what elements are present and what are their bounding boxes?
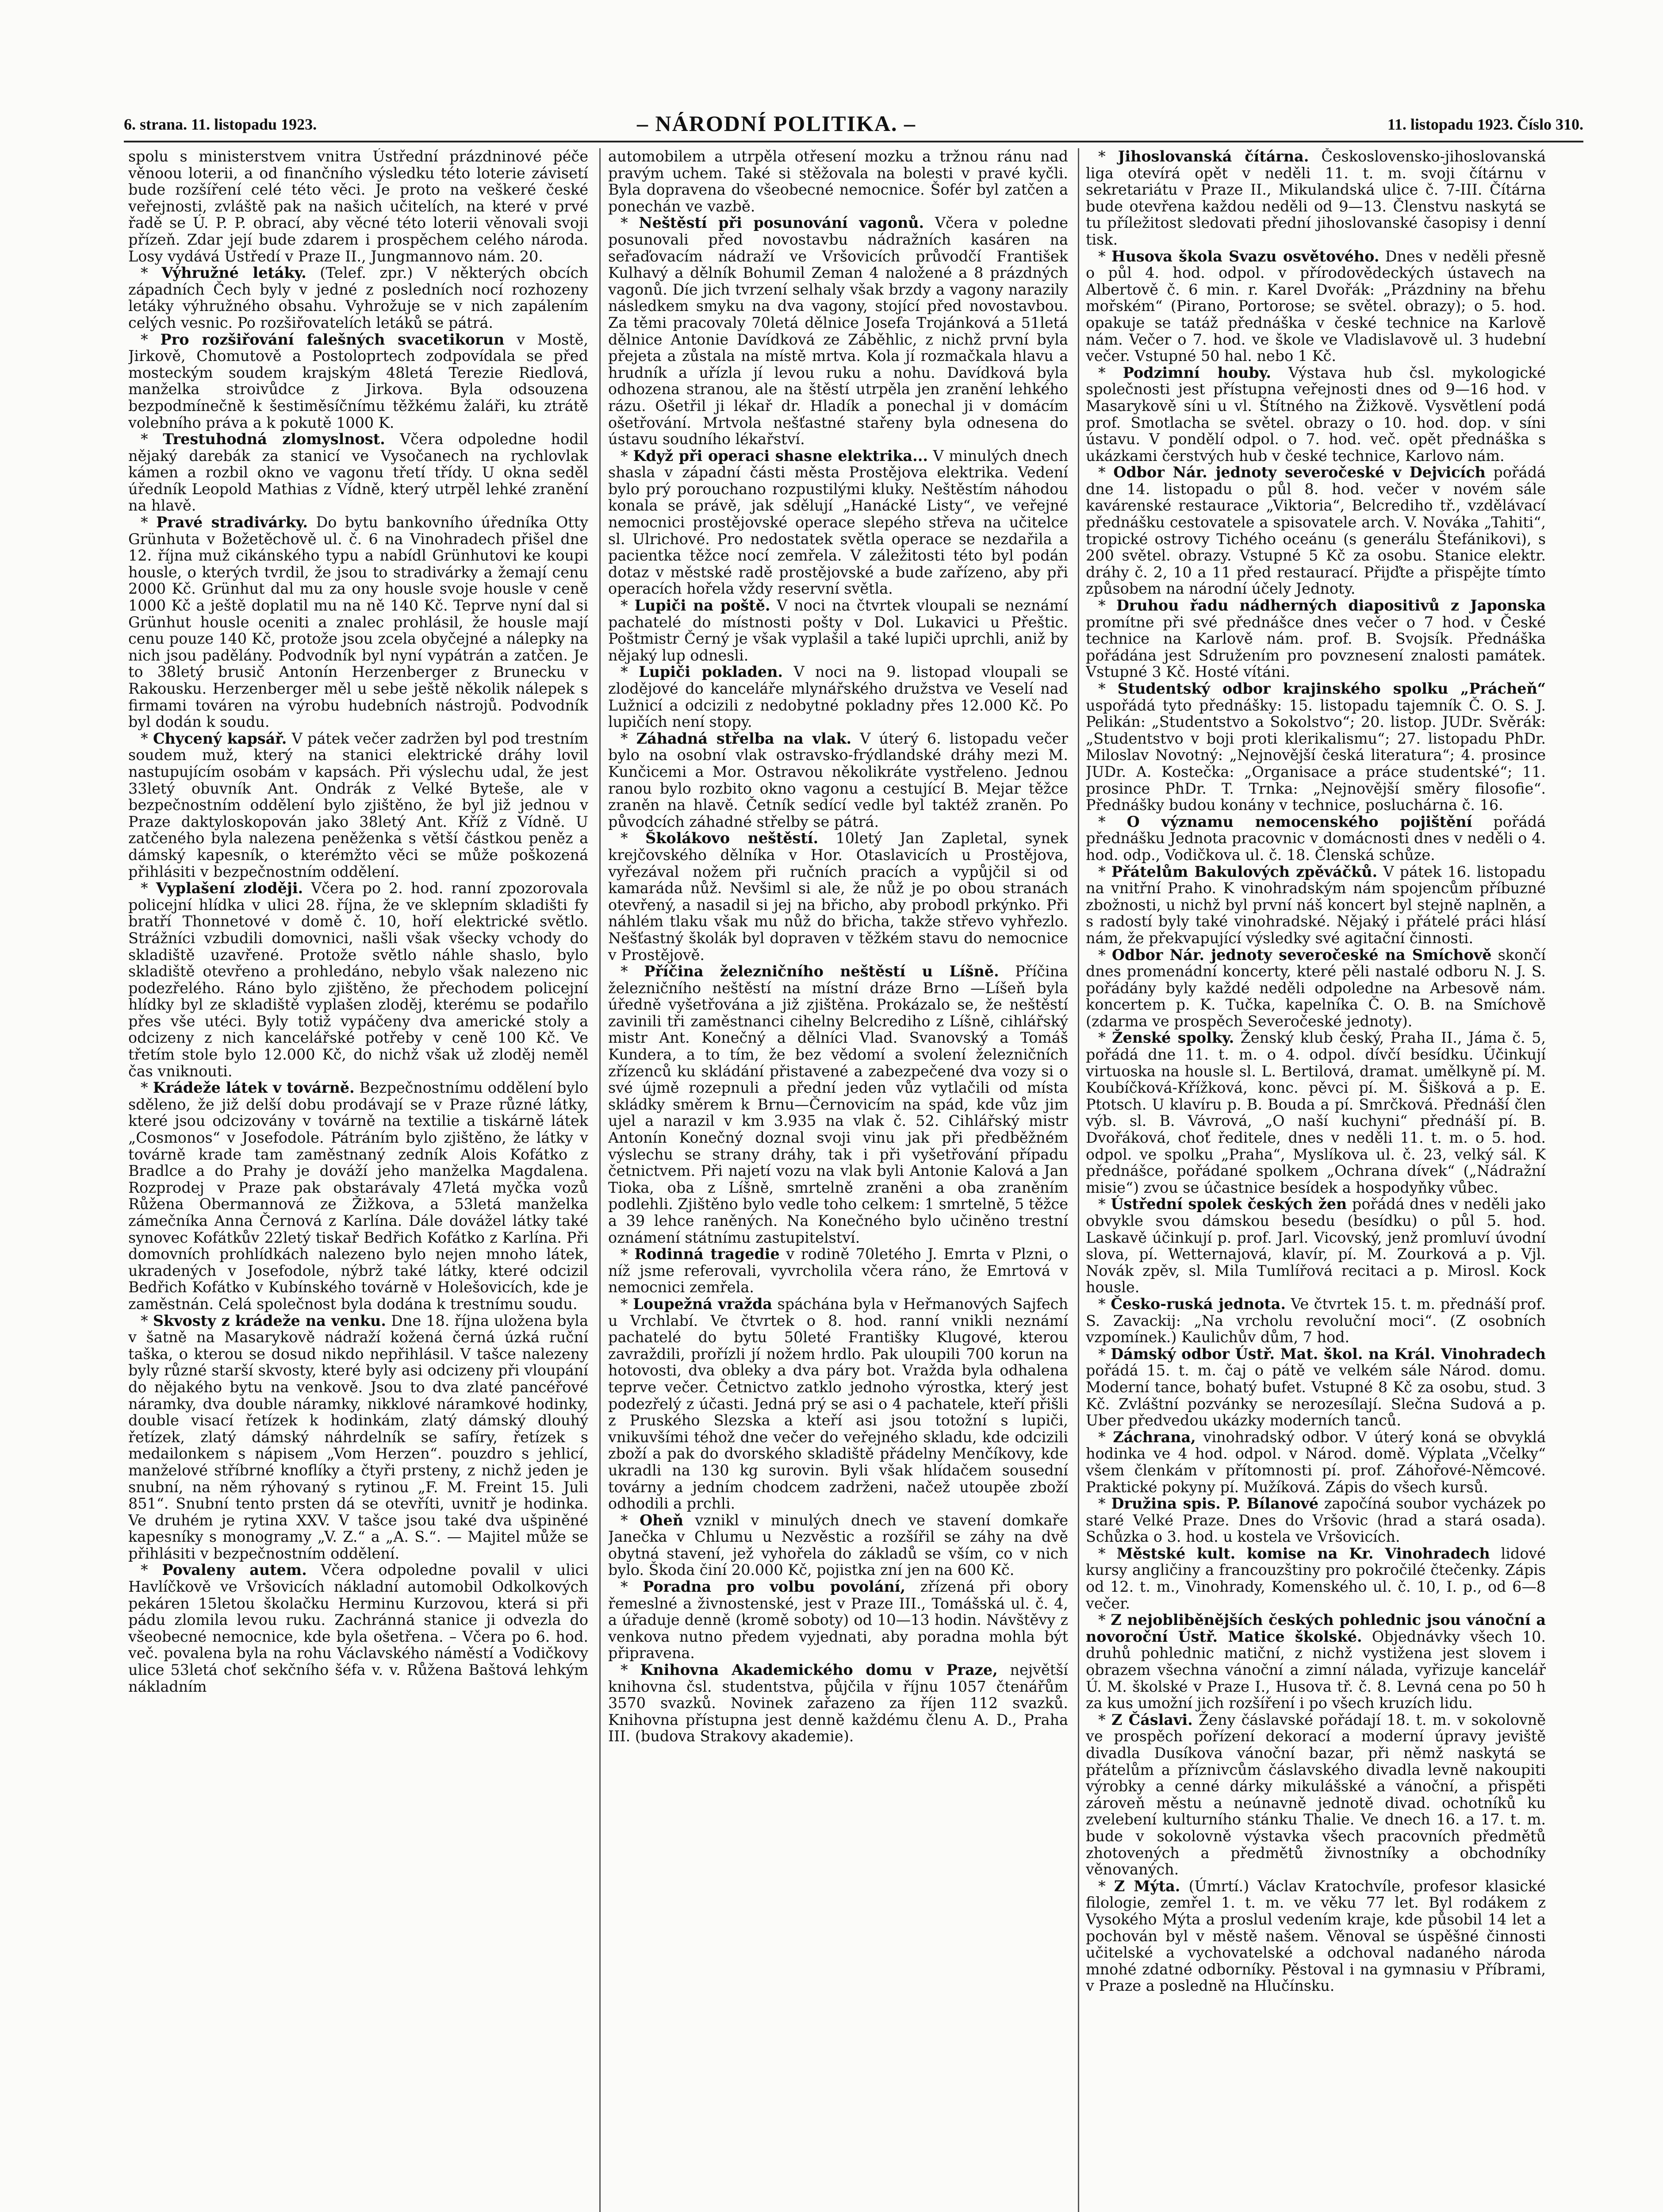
article: * Přátelům Bakulových zpěváčků. V pátek 16. listopadu na vnitřní Praho. K vinohradským nám spojencům příbuzné zbožnosti, u nichž byl první náš koncert byl stejně naplněn, a s radostí byly také vinohradské. Nějaký i přátelé práci hlásí nám, že překvapující výsledky své agitační činnosti. <box>1086 863 1546 947</box>
article-text: Bezpečnostnímu oddělení bylo sděleno, že již delší dobu prodávají se v Praze různé látky, které jsou odcizovány v továrně na textilie a tiskárně látek „Cosmonos“ v Josefodole. Pátráním bylo zjištěno, že látky v továrně krade tam zaměstnaný zedník Alois Kofátko z Bradlce a do Prahy je dováží jeho manželka Magdalena. Rozprodej v Praze pak obstarávaly 47letá myčka vozů Růžena Obermannová ze Žižkova, a 53letá manželka zámečníka Anna Černová z Karlína. Dále dovážel látky také synovec Kofátkův 22letý tiskař Bedřich Kofátko z Karlína. Při domovních prohlídkách nalezeno bylo nejen mnoho látek, ukradených v Josefodole, nýbrž také látky, které odcizil Bedřich Kofátko v Kubínského továrně v Holešovicích, kde je zaměstnán. Celá společnost byla dodána k trestnímu soudu. <box>128 1079 588 1313</box>
article: * Skvosty z krádeže na venku. Dne 18. října uložena byla v šatně na Masarykově nádraží kožená černá úzká ruční taška, o kterou se dosud nikdo nepřihlásil. V tašce nalezeny byly různé starší skvosty, které byly asi odcizeny při vloupání do nějakého bytu na venkově. Jsou to dva zlaté pancéřové náramky, dva double náramky, nikklové náramkové hodinky, double visací řetízek k hodinkám, zlatý dámský dlouhý řetízek, zlatý dámský náhrdelník se safíry, řetízek s medailonkem s nápisem „Vom Herzen“. pouzdro s jehlicí, manželové stříbrné knoflíky a čtyři prsteny, z nichž jeden je snubní, na něm rýhovaný s rytinou „F. M. Freint 15. Juli 851“. Snubní tento prsten dá se otevříti, uvnitř je hodinka. Ve druhém je rytina XXV. V tašce jsou také dva ušpiněné kapesníky s monogramy „V. Z.“ a „A. S.“. — Majitel může se přihlásiti v bezpečnostním oddělení. <box>128 1312 588 1562</box>
article-headline: Pro rozšiřování falešných svacetikorun <box>160 330 505 348</box>
column-divider <box>1078 148 1079 2212</box>
article-text: pořádá 15. t. m. čaj o pátě ve velkém sále Národ. domu. Moderní tance, bohatý bufet. Vstupné 8 Kč za osobu, stud. 3 Kč. Zvláštní pozvánky se nerozesílají. Slečna Sudová a p. Uber předvedou ukázky moderních tanců. <box>1086 1362 1546 1429</box>
article-headline: Školákovo neštěstí. <box>645 830 819 847</box>
article-text: v rodině 70letého J. Emrta v Plzni, o níž jsme referovali, vyvrcholila včera ráno, že Emrtová v nemocnici zemřela. <box>608 1245 1068 1296</box>
column-3 <box>1086 148 1546 2212</box>
article: * Poradna pro volbu povolání, zřízená při obory řemeslné a živnostenské, jest v Praze III., Tomášská ul. č. 4, a úřaduje denně (kromě soboty) od 10—13 hodin. Návštěvy z venkova nutno předem vyjednati, aby poradna mohla být připravena. <box>608 1578 1068 1662</box>
article-headline: Druhou řadu nádherných diapositivů z Japonska <box>1116 597 1546 614</box>
article-headline: Výhružné letáky. <box>161 264 307 282</box>
article: * Z Čáslavi. Ženy čáslavské pořádají 18. t. m. v sokolovně ve prospěch pořízení dekorací a moderní úpravy jeviště divadla Dusíkova vánoční bazar, při němž naskytá se přátelům a příznivcům čáslavského divadla levně nakoupiti výrobky a cenné dárky mikulášské a vánoční, a přispěti zároveň městu a neúnavně jednotě divad. ochotníků ku zvelebení kulturního stánku Thalie. Ve dnech 16. a 17. t. m. bude v sokolovně výstavka všech pracovních předmětů zhotovených a předmětů živnostníky a obchodníky věnovaných. <box>1086 1711 1546 1878</box>
header-rule <box>124 141 1583 142</box>
article-headline: Z nejobliběnějších českých pohlednic jsou vánoční a novoroční Ústř. Matice školské. <box>1086 1611 1546 1645</box>
article-text: zřízená při obory řemeslné a živnostenské, jest v Praze III., Tomášská ul. č. 4, a úřaduje denně (kromě soboty) od 10—13 hodin. Návštěvy z venkova nutno předem vyjednati, aby poradna mohla být připravena. <box>608 1578 1068 1662</box>
column-1 <box>128 148 588 2212</box>
article: * Oheň vznikl v minulých dnech ve stavení domkaře Janečka v Chlumu u Nezvěstic a rozšířil se záhy na dvě obytná stavení, jež vyhořela do základů se vším, co v nich bylo. Škoda činí 20.000 Kč, pojistka zní jen na 600 Kč. <box>608 1511 1068 1579</box>
article-headline: Skvosty z krádeže na venku. <box>153 1312 386 1329</box>
article: * Krádeže látek v továrně. Bezpečnostnímu oddělení bylo sděleno, že již delší dobu prodávají se v Praze různé látky, které jsou odcizovány v továrně na textilie a tiskárně látek „Cosmonos“ v Josefodole. Pátráním bylo zjištěno, že látky v továrně krade tam zaměstnaný zedník Alois Kofátko z Bradlce a do Prahy je dováží jeho manželka Magdalena. Rozprodej v Praze pak obstarávaly 47letá myčka vozů Růžena Obermannová ze Žižkova, a 53letá manželka zámečníka Anna Černová z Karlína. Dále dovážel látky také synovec Kofátkův 22letý tiskař Bedřich Kofátko z Karlína. Při domovních prohlídkách nalezeno bylo nejen mnoho látek, ukradených v Josefodole, nýbrž také látky, které odcizil Bedřich Kofátko v Kubínského továrně v Holešovicích, kde je zaměstnán. Celá společnost byla dodána k trestnímu soudu. <box>128 1079 588 1313</box>
article: * Městské kult. komise na Kr. Vinohradech lidové kursy angličiny a francouzštiny pro pokročilé čtečenky. Zápis od 12. t. m., Vinohrady, Komenského ul. č. 10, I. p., od 6—8 večer. <box>1086 1544 1546 1612</box>
article-headline: Přátelům Bakulových zpěváčků. <box>1111 863 1378 880</box>
article-text: Dne 18. října uložena byla v šatně na Masarykově nádraží kožená černá úzká ruční taška, o kterou se dosud nikdo nepřihlásil. V tašce nalezeny byly různé starší skvosty, které byly asi odcizeny při vloupání do nějakého bytu na venkově. Jsou to dva zlaté pancéřové náramky, dva double náramky, nikklové náramkové hodinky, double visací řetízek k hodinkám, zlatý dámský dlouhý řetízek, zlatý dámský náhrdelník se safíry, řetízek s medailonkem s nápisem „Vom Herzen“. pouzdro s jehlicí, manželové stříbrné knoflíky a čtyři prsteny, z nichž jeden je snubní, na něm rýhovaný s rytinou „F. M. Freint 15. Juli 851“. Snubní tento prsten dá se otevříti, uvnitř je hodinka. Ve druhém je rytina XXV. V tašce jsou také dva ušpiněné kapesníky s monogramy „V. Z.“ a „A. S.“. — Majitel může se přihlásiti v bezpečnostním oddělení. <box>128 1312 588 1562</box>
header-issue-number: 11. listopadu 1923. Číslo 310. <box>1387 115 1583 133</box>
article: * Ústřední spolek českých žen pořádá dnes v neděli jako obvykle svou dámskou besedu (besídku) o půl 5. hod. Laskavě účinkují p. prof. Jarl. Vicovský, jenž promluví úvodní slova, pí. Wetternajová, klavír, pí. M. Zourková a p. Vjl. Novák zpěv, sl. Mila Tumlířová recitaci a p. Mirosl. Kock housle. <box>1086 1195 1546 1296</box>
article-text: (Úmrtí.) Václav Kratochvíle, profesor klasické filologie, zemřel 1. t. m. ve věku 77 let. Byl rodákem z Vysokého Mýta a proslul vedením kraje, kde působil 14 let a pochován byl v městě našem. Věnoval se úspěšné činnosti učitelské a vychovatelské a odchoval nadaného národa mnohé zdatné odborníky. Pěstoval i na gymnasiu v Příbrami, v Praze a posledně na Hlučínsku. <box>1086 1877 1546 1995</box>
article-headline: Studentský odbor krajinského spolku „Prácheň“ <box>1117 680 1546 697</box>
column-divider <box>599 148 601 2212</box>
article: * Odbor Nár. jednoty severočeské na Smíchově skončí dnes promenádní koncerty, které pěli nastalé odboru N. J. S. pořádány byly každé neděli odpoledne na Arbesově nám. koncertem p. K. Tučka, kapelníka Č. O. B. na Smíchově (zdarma ve prospěch Severočeské jednoty). <box>1086 946 1546 1030</box>
article: * Vyplašení zloději. Včera po 2. hod. ranní zpozorovala policejní hlídka v ulici 28. října, že ve sklepním skladišti fy bratří Thonnetové v domě č. 10, hoří elektrické světlo. Strážníci vzbudili domovnici, našli však všecky vchody do skladiště uzavřené. Protože světlo náhle shaslo, bylo skladiště otevřeno a prohledáno, nebylo však nalezeno nic podezřelého. Ráno bylo zjištěno, že přechodem policejní hlídky byl ze skladiště vyplašen zloděj, kterému se podařilo přes vše utéci. Byly totiž vypáčeny dva americké stoly a odcizeny z nich kancelářské potřeby v ceně 100 Kč. Ve třetím stole bylo 12.000 Kč, do nichž však už zloděj neměl čas vniknouti. <box>128 879 588 1080</box>
article-text: Ženský klub český, Praha II., Jáma č. 5, pořádá dne 11. t. m. o 4. odpol. dívčí besídku. Účinkují virtuoska na housle sl. L. Bertilová, dramat. umělkyně pí. M. Koubíčková-Křížková, konc. pěvci pí. M. Šišková a p. E. Ptotsch. U klavíru p. B. Bouda a pí. Smrčková. Přednáší člen výb. sl. B. Vávrová, „O naší kuchyni“ přednáší pí. B. Dvořáková, choť ředitele, dnes v neděli 11. t. m. o 5. hod. odpol. ve spolku „Praha“, Myslíkova ul. č. 23, velký sál. K přednášce, pořádané spolkem „Ochrana dívek“ („Nádražní misie“) zvou se účastnice besídek a hospodyňky vůbec. <box>1086 1029 1546 1196</box>
article: * Povaleny autem. Včera odpoledne povalil v ulici Havlíčkově ve Vršovicích nákladní automobil Odkolkových pekáren 15letou školačku Herminu Kurzovou, která si při pádu zlomila levou ruku. Zachránná stanice ji odvezla do všeobecné nemocnice, kde byla ošetřena. – Včera po 6. hod. več. povalena byla na rohu Václavského náměstí a Vodičkovy ulice 53letá choť sekčního šéfa v. v. Růžena Baštová lehkým nákladním <box>128 1561 588 1695</box>
article: * Studentský odbor krajinského spolku „Prácheň“ uspořádá tyto přednášky: 15. listopadu tajemník Č. O. S. J. Pelikán: „Studentstvo a Sokolstvo“; 20. listop. JUDr. Svěrák: „Studentstvo v boji proti klerikalismu“; 27. listopadu PhDr. Miloslav Novotný: „Nejnovější česká literatura“; 4. prosince JUDr. A. Kostečka: „Organisace a práce studentské“; 11. prosince PhDr. T. Trnka: „Nejnovější směry filosofie“. Přednášky budou konány v technice, posluchárna č. 16. <box>1086 680 1546 814</box>
article <box>128 148 588 265</box>
article-text: V noci na čtvrtek vloupali se neznámí pachatelé do místnosti pošty v Dol. Lukavici u Přeštic. Poštmistr Černý je však vyplašil a také lupiči uprchli, aniž by nějaký lup odnesli. <box>608 597 1068 664</box>
article: * Školákovo neštěstí. 10letý Jan Zapletal, synek krejčovského dělníka v Hor. Otaslavicích u Prostějova, vyřezával nožem při ručních pracích a vypůjčil si od kamaráda nůž. Nevšiml si ale, že nůž je po obou stranách otevřený, a nasadil si jej na břicho, aby probodl prkýnko. Při náhlém tlaku však mu nůž do břicha, takže střevo vyhřezlo. Nešťastný školák byl dopraven v těžkém stavu do nemocnice v Prostějově. <box>608 830 1068 964</box>
article: * Jihoslovanská čítárna. Československo-jihoslovanská liga otevírá opět v neděli 11. t. m. svoji čítárnu v sekretariátu v Praze II., Mikulandská ulice č. 7-III. Čítárna bude otevřena každou neděli od 9—13. Členstvu naskytá se tu příležitost sledovati přední jihoslovanské časopisy i denní tisk. <box>1086 148 1546 248</box>
article-headline: Lupiči pokladen. <box>639 663 783 681</box>
article-headline: Družina spis. P. Bílanové <box>1111 1495 1319 1513</box>
article-text: lidové kursy angličiny a francouzštiny pro pokročilé čtečenky. Zápis od 12. t. m., Vinohrady, Komenského ul. č. 10, I. p., od 6—8 večer. <box>1086 1544 1546 1612</box>
article-headline: Husova škola Svazu osvětového. <box>1111 247 1379 265</box>
article-text: spolu s ministerstvem vnitra Ústřední prázdninové péče věnoou loterii, a od finančního výsledku této loterie závisetí bude rozšíření celé této věci. Je proto na veškeré české veřejnosti, zvláště pak na našich učitelích, na které v prvé řadě se Ú. P. P. obrací, aby věcné této loterii věnovali svoji přízeň. Zdar její bude zdarem i prospěchem celého národa. Losy vydává Ústředí v Praze II., Jungmannovo nám. 20. <box>128 148 588 265</box>
article-headline: Z Mýta. <box>1114 1877 1180 1895</box>
article-text: pořádá dnes v neděli jako obvykle svou dámskou besedu (besídku) o půl 5. hod. Laskavě účinkují p. prof. Jarl. Vicovský, jenž promluví úvodní slova, pí. Wetternajová, klavír, pí. M. Zourková a p. Vjl. Novák zpěv, sl. Mila Tumlířová recitaci a p. Mirosl. Kock housle. <box>1086 1195 1546 1296</box>
column-2 <box>608 148 1068 2212</box>
article-text: pořádá přednášku Jednota pracovnic v domácnosti dnes v neděli o 4. hod. odp., Vodičkova ul. č. 18. Členská schůze. <box>1086 813 1546 864</box>
article-text: Výstava hub čsl. mykologické společnosti jest přístupna veřejnosti dnes od 9—16 hod. v Masarykově síni u vl. Štítného na Žižkově. Vysvětlení podá prof. Smotlacha se světel. obrazy o 10. hod. dop. v síni ústavu. V pondělí odpol. o 7. hod. več. opět přednáška s ukázkami čerstvých hub v české technice, Karlovo nám. <box>1086 364 1546 465</box>
article-headline: Poradna pro volbu povolání, <box>643 1578 906 1596</box>
article-headline: Z Čáslavi. <box>1111 1711 1193 1728</box>
article-headline: Oheň <box>640 1511 683 1529</box>
article: * Česko-ruská jednota. Ve čtvrtek 15. t. m. přednáší prof. S. Zavackij: „Na vrcholu revoluční moci“. (Z osobních vzpomínek.) Kaulichův dům, 7 hod. <box>1086 1295 1546 1346</box>
article-text: Včera odpoledne hodil nějaký darebák za stanicí ve Vysočanech na rychlovlak kámen a rozbil okno ve vagonu třetí třídy. U okna seděl úředník Leopold Mathias z Vídně, který utrpěl lehké zranění na hlavě. <box>128 430 588 515</box>
article-headline: Povaleny autem. <box>162 1561 307 1579</box>
page-header <box>124 111 1583 142</box>
article: * Z Mýta. (Úmrtí.) Václav Kratochvíle, profesor klasické filologie, zemřel 1. t. m. ve věku 77 let. Byl rodákem z Vysokého Mýta a proslul vedením kraje, kde působil 14 let a pochován byl v městě našem. Věnoval se úspěšné činnosti učitelské a vychovatelské a odchoval nadaného národa mnohé zdatné odborníky. Pěstoval i na gymnasiu v Příbrami, v Praze a posledně na Hlučínsku. <box>1086 1877 1546 1995</box>
article-text: V úterý 6. listopadu večer bylo na osobní vlak ostravsko-frýdlandské dráhy mezi M. Kunčicemi a Mor. Ostravou několikráte vystřeleno. Jednou ranou bylo rozbito okno vagonu a cestující B. Mejar těžce zraněn na hlavě. Četník sedící vedle byl taktéž zraněn. Po původcích záhadné střelby se pátrá. <box>608 730 1068 830</box>
header-date-left: 6. strana. 11. listopadu 1923. <box>124 115 317 133</box>
article: * Lupiči pokladen. V noci na 9. listopad vloupali se zlodějové do kanceláře mlynářského družstva ve Veselí nad Lužnicí a odcizili z nedobytné pokladny přes 12.000 Kč. Po lupičích není stopy. <box>608 663 1068 731</box>
article-text: automobilem a utrpěla otřesení mozku a tržnou ránu nad pravým uchem. Také si stěžovala na bolesti v pravé kyčli. Byla dopravena do všeobecné nemocnice. Šofér byl zatčen a ponechán ve vazbě. <box>608 148 1068 215</box>
article-text: Československo-jihoslovanská liga otevírá opět v neděli 11. t. m. svoji čítárnu v sekretariátu v Praze II., Mikulandská ulice č. 7-III. Čítárna bude otevřena každou neděli od 9—13. Členstvu naskytá se tu příležitost sledovati přední jihoslovanské časopisy i denní tisk. <box>1086 148 1546 248</box>
article-headline: Záchrana, <box>1113 1428 1196 1446</box>
article: * Z nejobliběnějších českých pohlednic jsou vánoční a novoroční Ústř. Matice školské. Objednávky všech 10. druhů pohlednic matiční, z nichž vystižena jest slovem i obrazem všechna vánoční a zimní nálada, vyřizuje kancelář Ú. M. školské v Praze I., Husova tř. č. 8. Levná cena po 50 h za kus umožní jich rozšíření i po všech kruzích lidu. <box>1086 1611 1546 1712</box>
article-headline: Neštěstí při posunování vagonů. <box>639 214 924 232</box>
article: * Knihovna Akademického domu v Praze, největší knihovna čsl. studentstva, půjčila v říjnu 1057 čtenářům 3570 svazků. Novinek zařazeno za říjen 112 svazků. Knihovna přístupna jest denně každému členu A. D., Praha III. (budova Strakovy akademie). <box>608 1661 1068 1745</box>
masthead-title: – NÁRODNÍ POLITIKA. – <box>637 111 916 136</box>
article-text: Ženy čáslavské pořádají 18. t. m. v sokolovně ve prospěch pořízení dekorací a moderní úpravy jeviště divadla Dusíkova vánoční bazar, při němž naskytá se přátelům a příznivcům čáslavského divadla levně nakoupiti výrobky a cenné dárky mikulášské a vánoční, a přispěti zároveň městu a neúnavně jednotě divad. ochotníků ku zvelebení kulturního stánku Thalie. Ve dnech 16. a 17. t. m. bude v sokolovně výstavka všech pracovních předmětů zhotovených a předmětů živnostníky a obchodníky věnovaných. <box>1086 1711 1546 1878</box>
article-text: Včera v poledne posunovali před novostavbu nádražních kasáren na seřaďovacím nádraží ve Vršovicích průvodčí František Kulhavý a dělník Bohumil Zeman 4 naložené a 8 prázdných vagonů. Díe jich tvrzení selhaly však brzdy a vagony narazily následkem smyku na dva vagony, stojící před novostavbou. Za těmi pracovaly 70letá dělnice Josefa Trojánková a 51letá dělnice Antonie Davídková ze Záběhlic, z nichž první byla přejeta a zůstala na místě mrtva. Kola jí rozmačkala hlavu a hrudník a uřízla jí levou ruku a nohu. Davídková byla odhozena stranou, ale na štěstí utrpěla jen zranění lehkého rázu. Ošetřil ji lékař dr. Hladík a ponechal ji v domácím ošetřování. Mrtvola nešťastné stařeny byla odnesena do ústavu soudního lékařství. <box>608 214 1068 448</box>
article: * Pravé stradivárky. Do bytu bankovního úředníka Otty Grünhuta v Božetěchově ul. č. 6 na Vinohradech přišel dne 12. října muž cikánského typu a nabídl Grünhutovi ke koupi housle, o kterých tvrdil, že jsou to stradivárky a žemají cenu 2000 Kč. Grünhut dal mu za ony housle svoje housle v ceně 1000 Kč a ještě doplatil mu na ně 140 Kč. Teprve nyní dal si Grünhut housle oceniti a znalec prohlásil, že housle mají cenu pouze 140 Kč, protože jsou zcela obyčejné a nálepky na nich jsou padělány. Podvodník byl nyní vypátrán a zatčen. Je to 38letý brusič Antonín Herzenberger z Brunecku v Rakousku. Herzenberger měl u sebe ještě několik nálepek s firmami továren na výrobu hudebních nástrojů. Podvodník byl dodán k soudu. <box>128 514 588 731</box>
article-headline: Příčina železničního neštěstí u Líšně. <box>644 963 999 980</box>
article-text: V pátek večer zadržen byl pod trestním soudem muž, který na stanici elektrické dráhy lovil nastupujícím osobám v kapsách. Při výslechu udal, že jest 33letý obuvník Ant. Ondrák z Velké Byteše, ale v bezpečnostním oddělení bylo zjištěno, že byl již jednou v Praze daktyloskopován jako 38letý Ant. Kříž z Vídně. U zatčeného byla nalezena peněženka s větší částkou peněz a dámský kapesník, o kterémžto věci se může poškozená přihlásiti v bezpečnostním oddělení. <box>128 730 588 880</box>
article: * Záhadná střelba na vlak. V úterý 6. listopadu večer bylo na osobní vlak ostravsko-frýdlandské dráhy mezi M. Kunčicemi a Mor. Ostravou několikráte vystřeleno. Jednou ranou bylo rozbito okno vagonu a cestující B. Mejar těžce zraněn na hlavě. Četník sedící vedle byl taktéž zraněn. Po původcích záhadné střelby se pátrá. <box>608 730 1068 830</box>
article: * Rodinná tragedie v rodině 70letého J. Emrta v Plzni, o níž jsme referovali, vyvrcholila včera ráno, že Emrtová v nemocnici zemřela. <box>608 1245 1068 1296</box>
article-text: započíná soubor vycházek po staré Velké Praze. Dnes do Vršovic (hrad a stará osada). Schůzka o 3. hod. u kostela ve Vršovicích. <box>1086 1495 1546 1546</box>
article: * Výhružné letáky. (Telef. zpr.) V některých obcích západních Čech byly v jedné z posledních nocí rozhozeny letáky výhružného obsahu. Vyhrožuje se v nich zapálením celých vesnic. Po rozšiřovatelích letáků se pátrá. <box>128 264 588 331</box>
article-text: v Mostě, Jirkově, Chomutově a Postoloprtech zodpovídala se před mosteckým soudem krajským 48letá Terezie Riedlová, manželka stroivůdce z Jirkova. Byla odsouzena bezpodmínečně k šestiměsíčnímu těžkému žaláři, ku ztrátě volebního práva a k pokutě 1000 K. <box>128 330 588 431</box>
article-text: V pátek 16. listopadu na vnitřní Praho. K vinohradským nám spojencům příbuzné zbožnosti, u nichž byl první náš koncert byl stejně naplněn, a s radostí byly také vinohradské. Nějaký i přátelé práci hlásí nám, že překvapující výsledky své agitační činnosti. <box>1086 863 1546 947</box>
article: * Husova škola Svazu osvětového. Dnes v neděli přesně o půl 4. hod. odpol. v přírodovědeckých ústavech na Albertově č. 6 min. r. Karel Dvořák: „Prázdniny na břehu mořském“ (Pirano, Portorose; se světel. obrazy); o 5. hod. opakuje se tatáž přednáška v české technice na Karlově nám. Večer o 7. hod. ve škole ve Vladislavově ul. 3 hudební večer. Vstupné 50 hal. nebo 1 Kč. <box>1086 247 1546 365</box>
article: * Trestuhodná zlomyslnost. Včera odpoledne hodil nějaký darebák za stanicí ve Vysočanech na rychlovlak kámen a rozbil okno ve vagonu třetí třídy. U okna seděl úředník Leopold Mathias z Vídně, který utrpěl lehké zranění na hlavě. <box>128 430 588 515</box>
article-text: uspořádá tyto přednášky: 15. listopadu tajemník Č. O. S. J. Pelikán: „Studentstvo a Sokolstvo“; 20. listop. JUDr. Svěrák: „Studentstvo v boji proti klerikalismu“; 27. listopadu PhDr. Miloslav Novotný: „Nejnovější česká literatura“; 4. prosince JUDr. A. Kostečka: „Organisace a práce studentské“; 11. prosince PhDr. T. Trnka: „Nejnovější směry filosofie“. Přednášky budou konány v technice, posluchárna č. 16. <box>1086 696 1546 814</box>
article: * Druhou řadu nádherných diapositivů z Japonska promítne při své přednášce dnes večer o 7 hod. v České technice na Karlově nám. prof. B. Svojsík. Přednáška pořádána jest Sdružením pro povznesení znalosti památek. Vstupné 3 Kč. Hosté vítáni. <box>1086 597 1546 681</box>
article-headline: Pravé stradivárky. <box>156 514 308 531</box>
article-headline: Podzimní houby. <box>1123 364 1271 381</box>
article: * Družina spis. P. Bílanové započíná soubor vycházek po staré Velké Praze. Dnes do Vršovic (hrad a stará osada). Schůzka o 3. hod. u kostela ve Vršovicích. <box>1086 1495 1546 1546</box>
article-headline: Trestuhodná zlomyslnost. <box>163 430 385 448</box>
article-headline: Záhadná střelba na vlak. <box>636 730 852 747</box>
article: * Příčina železničního neštěstí u Líšně. Příčina železničního neštěstí na místní dráze Brno —Líšeň byla úředně vyšetřována a již zjištěna. Prokázalo se, že neštěstí zavinili tři zaměstnanci cihelny Belcrediho z Líšně, cihlářský mistr Ant. Konečný a dělníci Vlad. Svanovský a Tomáš Kundera, a to tím, že bez vědomí a svolení železničních zřízenců ku skládání přistavené a zabezpečené dva vozy si o své újmě rozepnuli a přední jeden vůz vytlačili od místa skládky směrem k Brnu—Černovicím na spád, kde vůz jim ujel a narazil v km 3.935 na vlak č. 52. Cihlářský mistr Antonín Konečný doznal svoji vinu jak při předběžném výslechu se strany dráhy, tak i při vyšetřování případu četnictvem. Při najetí vozu na vlak byli Antonie Kalová a Jan Tioka, oba z Líšně, smrtelně zraněni a oba zraněním podlehli. Zjištěno bylo vedle toho celkem: 1 smrtelně, 5 těžce a 39 lehce raněných. Na Konečného bylo učiněno trestní oznámení státnímu zastupitelství. <box>608 963 1068 1246</box>
article: * Když při operaci shasne elektrika... V minulých dnech shasla v západní části města Prostějova elektrika. Vedení bylo prý porouchano rozpustilými kluky. Neštěstím náhodou konala se právě, jak sdělují „Hanácké Listy“, ve veřejné nemocnici prostějovské operace slepého střeva na učitelce sl. Ulrichové. Pro nedostatek světla operace se nezdařila a pacientka těžce nocí zemřela. V záležitosti této byl podán dotaz v městské radě prostějovské a bude zařízeno, aby při operacích hořela vždy reservní světla. <box>608 447 1068 598</box>
article-headline: Dámský odbor Ústř. Mat. škol. na Král. Vinohradech <box>1111 1345 1546 1363</box>
article-text: Včera odpoledne povalil v ulici Havlíčkově ve Vršovicích nákladní automobil Odkolkových pekáren 15letou školačku Herminu Kurzovou, která si při pádu zlomila levou ruku. Zachránná stanice ji odvezla do všeobecné nemocnice, kde byla ošetřena. – Včera po 6. hod. več. povalena byla na rohu Václavského náměstí a Vodičkovy ulice 53letá choť sekčního šéfa v. v. Růžena Baštová lehkým nákladním <box>128 1561 588 1695</box>
article-text: největší knihovna čsl. studentstva, půjčila v říjnu 1057 čtenářům 3570 svazků. Novinek zařazeno za říjen 112 svazků. Knihovna přístupna jest denně každému členu A. D., Praha III. (budova Strakovy akademie). <box>608 1661 1068 1745</box>
article-text: V minulých dnech shasla v západní části města Prostějova elektrika. Vedení bylo prý porouchano rozpustilými kluky. Neštěstím náhodou konala se právě, jak sdělují „Hanácké Listy“, ve veřejné nemocnici prostějovské operace slepého střeva na učitelce sl. Ulrichové. Pro nedostatek světla operace se nezdařila a pacientka těžce nocí zemřela. V záležitosti této byl podán dotaz v městské radě prostějovské a bude zařízeno, aby při operacích hořela vždy reservní světla. <box>608 447 1068 598</box>
article: * Dámský odbor Ústř. Mat. škol. na Král. Vinohradech pořádá 15. t. m. čaj o pátě ve velkém sále Národ. domu. Moderní tance, bohatý bufet. Vstupné 8 Kč za osobu, stud. 3 Kč. Zvláštní pozvánky se nerozesílají. Slečna Sudová a p. Uber předvedou ukázky moderních tanců. <box>1086 1345 1546 1429</box>
article-text: Ve čtvrtek 15. t. m. přednáší prof. S. Zavackij: „Na vrcholu revoluční moci“. (Z osobních vzpomínek.) Kaulichův dům, 7 hod. <box>1086 1295 1546 1346</box>
article: * Loupežná vražda spáchána byla v Heřmanových Sajfech u Vrchlabí. Ve čtvrtek o 8. hod. ranní vnikli neznámí pachatelé do bytu 50leté Františky Klugové, kterou zavraždili, prořízli jí nožem hrdlo. Pak uloupili 700 korun na hotovosti, dva obleky a dva páry bot. Vražda byla odhalena teprve večer. Četnictvo zatklo jednoho výrostka, který jest podezřelý z účasti. Jedná prý se asi o 4 pachatele, kteří přišli z Pruského Slezska a kteří asi jsou totožní s lupiči, vnikuvšími téhož dne večer do veřejného skladu, kde odcizili zboží a pak do dvorského skladiště přádelny Menčíkovy, kde ukradli na 130 kg surovin. Byli však hlídačem sousední továrny a jedním chodcem zadrženi, načež utoupěe zboží odhodili a prchli. <box>608 1295 1068 1513</box>
article-headline: Rodinná tragedie <box>634 1245 780 1263</box>
article-headline: Lupiči na poště. <box>634 597 770 614</box>
article-headline: Když při operaci shasne elektrika... <box>633 447 928 465</box>
article: * Ženské spolky. Ženský klub český, Praha II., Jáma č. 5, pořádá dne 11. t. m. o 4. odpol. dívčí besídku. Účinkují virtuoska na housle sl. L. Bertilová, dramat. umělkyně pí. M. Koubíčková-Křížková, konc. pěvci pí. M. Šišková a p. E. Ptotsch. U klavíru p. B. Bouda a pí. Smrčková. Přednáší člen výb. sl. B. Vávrová, „O naší kuchyni“ přednáší pí. B. Dvořáková, choť ředitele, dnes v neděli 11. t. m. o 5. hod. odpol. ve spolku „Praha“, Myslíkova ul. č. 23, velký sál. K přednášce, pořádané spolkem „Ochrana dívek“ („Nádražní misie“) zvou se účastnice besídek a hospodyňky vůbec. <box>1086 1029 1546 1196</box>
article: * Chycený kapsář. V pátek večer zadržen byl pod trestním soudem muž, který na stanici elektrické dráhy lovil nastupujícím osobám v kapsách. Při výslechu udal, že jest 33letý obuvník Ant. Ondrák z Velké Byteše, ale v bezpečnostním oddělení bylo zjištěno, že byl již jednou v Praze daktyloskopován jako 38letý Ant. Kříž z Vídně. U zatčeného byla nalezena peněženka s větší částkou peněz a dámský kapesník, o kterémžto věci se může poškozená přihlásiti v bezpečnostním oddělení. <box>128 730 588 880</box>
article-text: Včera po 2. hod. ranní zpozorovala policejní hlídka v ulici 28. října, že ve sklepním skladišti fy bratří Thonnetové v domě č. 10, hoří elektrické světlo. Strážníci vzbudili domovnici, našli však všecky vchody do skladiště uzavřené. Protože světlo náhle shaslo, bylo skladiště otevřeno a prohledáno, nebylo však nalezeno nic podezřelého. Ráno bylo zjištěno, že přechodem policejní hlídky byl ze skladiště vyplašen zloděj, kterému se podařilo přes vše utéci. Byly totiž vypáčeny dva americké stoly a odcizeny z nich kancelářské potřeby v ceně 100 Kč. Ve třetím stole bylo 12.000 Kč, do nichž však už zloděj neměl čas vniknouti. <box>128 879 588 1080</box>
article: * Podzimní houby. Výstava hub čsl. mykologické společnosti jest přístupna veřejnosti dnes od 9—16 hod. v Masarykově síni u vl. Štítného na Žižkově. Vysvětlení podá prof. Smotlacha se světel. obrazy o 10. hod. dop. v síni ústavu. V pondělí odpol. o 7. hod. več. opět přednáška s ukázkami čerstvých hub v české technice, Karlovo nám. <box>1086 364 1546 465</box>
article-text: (Telef. zpr.) V některých obcích západních Čech byly v jedné z posledních nocí rozhozeny letáky výhružného obsahu. Vyhrožuje se v nich zapálením celých vesnic. Po rozšiřovatelích letáků se pátrá. <box>128 264 588 331</box>
article-text: vinohradský odbor. V úterý koná se obvyklá hodinka ve 4 hod. odpol. v Národ. domě. Výplata „Včelky“ všem členkám v přítomnosti pí. prof. Záhořové-Němcové. Praktické pokyny pí. Mužíková. Zápis do všech kursů. <box>1086 1428 1546 1496</box>
article-text: 10letý Jan Zapletal, synek krejčovského dělníka v Hor. Otaslavicích u Prostějova, vyřezával nožem při ručních pracích a vypůjčil si od kamaráda nůž. Nevšiml si ale, že nůž je po obou stranách otevřený, a nasadil si jej na břicho, aby probodl prkýnko. Při náhlém tlaku však mu nůž do břicha, takže střevo vyhřezlo. Nešťastný školák byl dopraven v těžkém stavu do nemocnice v Prostějově. <box>608 830 1068 964</box>
article-text: V noci na 9. listopad vloupali se zlodějové do kanceláře mlynářského družstva ve Veselí nad Lužnicí a odcizili z nedobytné pokladny přes 12.000 Kč. Po lupičích není stopy. <box>608 663 1068 731</box>
article: * Záchrana, vinohradský odbor. V úterý koná se obvyklá hodinka ve 4 hod. odpol. v Národ. domě. Výplata „Včelky“ všem členkám v přítomnosti pí. prof. Záhořové-Němcové. Praktické pokyny pí. Mužíková. Zápis do všech kursů. <box>1086 1428 1546 1496</box>
article-text: Do bytu bankovního úředníka Otty Grünhuta v Božetěchově ul. č. 6 na Vinohradech přišel dne 12. října muž cikánského typu a nabídl Grünhutovi ke koupi housle, o kterých tvrdil, že jsou to stradivárky a žemají cenu 2000 Kč. Grünhut dal mu za ony housle svoje housle v ceně 1000 Kč a ještě doplatil mu na ně 140 Kč. Teprve nyní dal si Grünhut housle oceniti a znalec prohlásil, že housle mají cenu pouze 140 Kč, protože jsou zcela obyčejné a nálepky na nich jsou padělány. Podvodník byl nyní vypátrán a zatčen. Je to 38letý brusič Antonín Herzenberger z Brunecku v Rakousku. Herzenberger měl u sebe ještě několik nálepek s firmami továren na výrobu hudebních nástrojů. Podvodník byl dodán k soudu. <box>128 514 588 731</box>
article-text: Objednávky všech 10. druhů pohlednic matiční, z nichž vystižena jest slovem i obrazem všechna vánoční a zimní nálada, vyřizuje kancelář Ú. M. školské v Praze I., Husova tř. č. 8. Levná cena po 50 h za kus umožní jich rozšíření i po všech kruzích lidu. <box>1086 1628 1546 1712</box>
article-text: promítne při své přednášce dnes večer o 7 hod. v České technice na Karlově nám. prof. B. Svojsík. Přednáška pořádána jest Sdružením pro povznesení znalosti památek. Vstupné 3 Kč. Hosté vítáni. <box>1086 613 1546 681</box>
article: * Neštěstí při posunování vagonů. Včera v poledne posunovali před novostavbu nádražních kasáren na seřaďovacím nádraží ve Vršovicích průvodčí František Kulhavý a dělník Bohumil Zeman 4 naložené a 8 prázdných vagonů. Díe jich tvrzení selhaly však brzdy a vagony narazily následkem smyku na dva vagony, stojící před novostavbou. Za těmi pracovaly 70letá dělnice Josefa Trojánková a 51letá dělnice Antonie Davídková ze Záběhlic, z nichž první byla přejeta a zůstala na místě mrtva. Kola jí rozmačkala hlavu a hrudník a uřízla jí levou ruku a nohu. Davídková byla odhozena stranou, ale na štěstí utrpěla jen zranění lehkého rázu. Ošetřil ji lékař dr. Hladík a ponechal ji v domácím ošetřování. Mrtvola nešťastné stařeny byla odnesena do ústavu soudního lékařství. <box>608 214 1068 448</box>
article-headline: Městské kult. komise na Kr. Vinohradech <box>1116 1544 1490 1562</box>
article-headline: Česko-ruská jednota. <box>1111 1295 1286 1313</box>
article-headline: Krádeže látek v továrně. <box>153 1079 355 1097</box>
article-headline: Jihoslovanská čítárna. <box>1118 148 1309 165</box>
article-text: Dnes v neděli přesně o půl 4. hod. odpol. v přírodovědeckých ústavech na Albertově č. 6 min. r. Karel Dvořák: „Prázdniny na břehu mořském“ (Pirano, Portorose; se světel. obrazy); o 5. hod. opakuje se tatáž přednáška v české technice na Karlově nám. Večer o 7. hod. ve škole ve Vladislavově ul. 3 hudební večer. Vstupné 50 hal. nebo 1 Kč. <box>1086 247 1546 365</box>
article-headline: O významu nemocenského pojištění <box>1127 813 1472 830</box>
article-text: Příčina železničního neštěstí na místní dráze Brno —Líšeň byla úředně vyšetřována a již zjištěna. Prokázalo se, že neštěstí zavinili tři zaměstnanci cihelny Belcrediho z Líšně, cihlářský mistr Ant. Konečný a dělníci Vlad. Svanovský a Tomáš Kundera, a to tím, že bez vědomí a svolení železničních zřízenců ku skládání přistavené a zabezpečené dva vozy si o své újmě rozepnuli a přední jeden vůz vytlačili od místa skládky směrem k Brnu—Černovicím na spád, kde vůz jim ujel a narazil v km 3.935 na vlak č. 52. Cihlářský mistr Antonín Konečný doznal svoji vinu jak při předběžném výslechu se strany dráhy, tak i při vyšetřování případu četnictvem. Při najetí vozu na vlak byli Antonie Kalová a Jan Tioka, oba z Líšně, smrtelně zraněni a oba zraněním podlehli. Zjištěno bylo vedle toho celkem: 1 smrtelně, 5 těžce a 39 lehce raněných. Na Konečného bylo učiněno trestní oznámení státnímu zastupitelství. <box>608 963 1068 1246</box>
article: * Odbor Nár. jednoty severočeské v Dejvicích pořádá dne 14. listopadu o půl 8. hod. večer v novém sále kavárenské restaurace „Viktoria“, Belcrediho tř., vzdělávací přednášku cestovatele a spisovatele arch. V. Nováka „Tahiti“, tropické ostrovy Tichého oceánu (s generálu Štefánikovi), s 200 světel. obrazy. Vstupné 5 Kč za osobu. Stanice elektr. dráhy č. 2, 10 a 11 před restaurací. Přijďte a přispějte tímto způsobem na národní účely Jednoty. <box>1086 464 1546 598</box>
article <box>608 148 1068 215</box>
article: * Lupiči na poště. V noci na čtvrtek vloupali se neznámí pachatelé do místnosti pošty v Dol. Lukavici u Přeštic. Poštmistr Černý je však vyplašil a také lupiči uprchli, aniž by nějaký lup odnesli. <box>608 597 1068 664</box>
article-headline: Chycený kapsář. <box>153 730 287 747</box>
article-headline: Vyplašení zloději. <box>156 879 303 897</box>
article: * Pro rozšiřování falešných svacetikorun v Mostě, Jirkově, Chomutově a Postoloprtech zodpovídala se před mosteckým soudem krajským 48letá Terezie Riedlová, manželka stroivůdce z Jirkova. Byla odsouzena bezpodmínečně k šestiměsíčnímu těžkému žaláři, ku ztrátě volebního práva a k pokutě 1000 K. <box>128 330 588 431</box>
article: * O významu nemocenského pojištění pořádá přednášku Jednota pracovnic v domácnosti dnes v neděli o 4. hod. odp., Vodičkova ul. č. 18. Členská schůze. <box>1086 813 1546 864</box>
article-text: skončí dnes promenádní koncerty, které pěli nastalé odboru N. J. S. pořádány byly každé neděli odpoledne na Arbesově nám. koncertem p. K. Tučka, kapelníka Č. O. B. na Smíchově (zdarma ve prospěch Severočeské jednoty). <box>1086 946 1546 1030</box>
article-headline: Ústřední spolek českých žen <box>1111 1195 1347 1213</box>
article-text: spáchána byla v Heřmanových Sajfech u Vrchlabí. Ve čtvrtek o 8. hod. ranní vnikli neznámí pachatelé do bytu 50leté Františky Klugové, kterou zavraždili, prořízli jí nožem hrdlo. Pak uloupili 700 korun na hotovosti, dva obleky a dva páry bot. Vražda byla odhalena teprve večer. Četnictvo zatklo jednoho výrostka, který jest podezřelý z účasti. Jedná prý se asi o 4 pachatele, kteří přišli z Pruského Slezska a kteří asi jsou totožní s lupiči, vnikuvšími téhož dne večer do veřejného skladu, kde odcizili zboží a pak do dvorského skladiště přádelny Menčíkovy, kde ukradli na 130 kg surovin. Byli však hlídačem sousední továrny a jedním chodcem zadrženi, načež utoupěe zboží odhodili a prchli. <box>608 1295 1068 1513</box>
article-text: vznikl v minulých dnech ve stavení domkaře Janečka v Chlumu u Nezvěstic a rozšířil se záhy na dvě obytná stavení, jež vyhořela do základů se vším, co v nich bylo. Škoda činí 20.000 Kč, pojistka zní jen na 600 Kč. <box>608 1511 1068 1579</box>
article-headline: Knihovna Akademického domu v Praze, <box>640 1661 998 1679</box>
article-headline: Odbor Nár. jednoty severočeské na Smíchově <box>1111 946 1492 964</box>
article-headline: Odbor Nár. jednoty severočeské v Dejvicích <box>1113 464 1486 481</box>
article-headline: Loupežná vražda <box>633 1295 772 1313</box>
article-headline: Ženské spolky. <box>1112 1029 1234 1047</box>
article-text: pořádá dne 14. listopadu o půl 8. hod. večer v novém sále kavárenské restaurace „Viktoria“, Belcrediho tř., vzdělávací přednášku cestovatele a spisovatele arch. V. Nováka „Tahiti“, tropické ostrovy Tichého oceánu (s generálu Štefánikovi), s 200 světel. obrazy. Vstupné 5 Kč za osobu. Stanice elektr. dráhy č. 2, 10 a 11 před restaurací. Přijďte a přispějte tímto způsobem na národní účely Jednoty. <box>1086 464 1546 598</box>
